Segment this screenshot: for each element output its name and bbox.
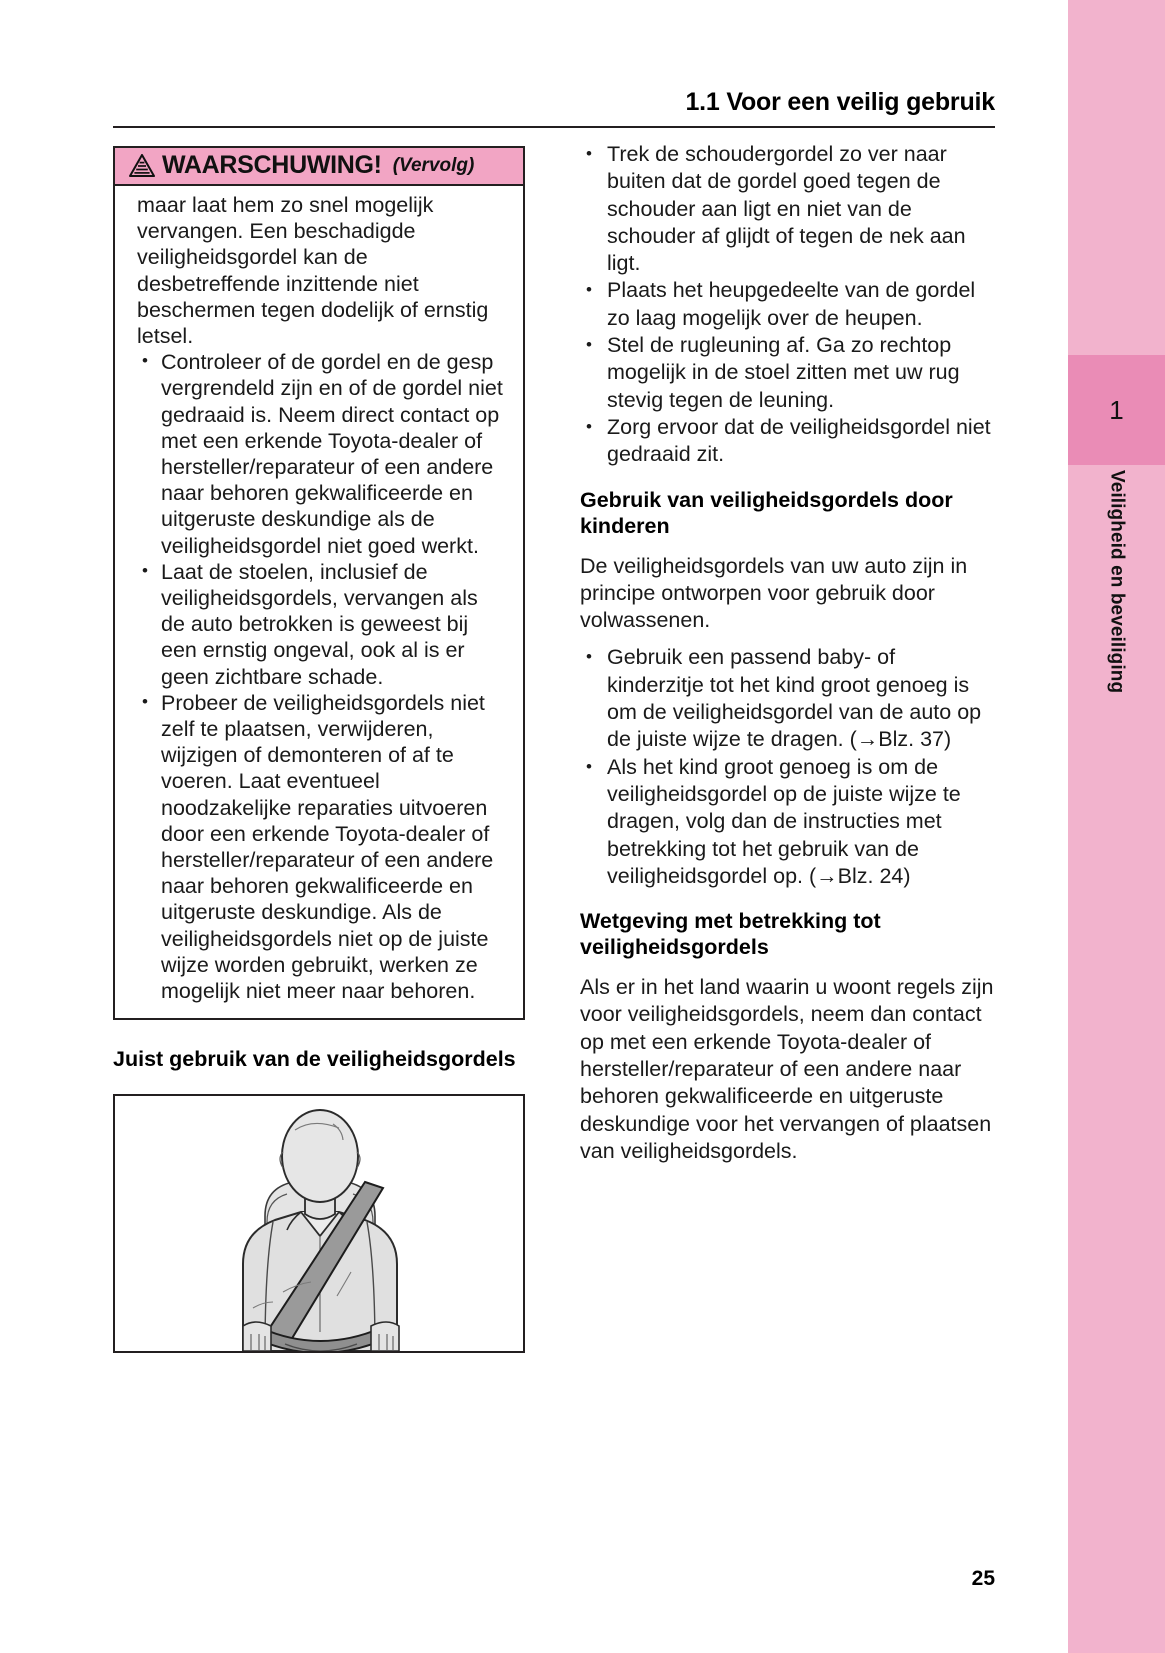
warning-continued-label: (Vervolg) (392, 155, 475, 176)
warning-triangle-icon (129, 154, 155, 177)
law-section-paragraph: Als er in het land waarin u woont regels zijn voor veiligheidsgordels, neem dan contact op met een erkende Toyota-dealer of hersteller/reparateur of een andere naar behoren gekwalificeerde en uitgeruste deskundige voor het vervangen of plaatsen van veiligheidsgordels. (580, 975, 994, 1163)
left-subheading: Juist gebruik van de veiligheidsgordels (113, 1047, 516, 1072)
list-item: • Laat de stoelen, inclusief de veiligheidsgordels, vervangen als de auto betrokken is geweest bij een ernstig ongeval, ook al is er geen zichtbare schade. (137, 559, 507, 690)
warning-bullet-list (137, 349, 507, 1004)
warning-box-header (115, 148, 523, 186)
seatbelt-figure-svg (115, 1096, 523, 1351)
list-item: • Plaats het heupgedeelte van de gordel zo laag mogelijk over de heupen. (580, 277, 995, 332)
page-title: 1.1 Voor een veilig gebruik (685, 88, 995, 116)
warning-box (113, 146, 525, 1020)
list-item: • Als het kind groot genoeg is om de veiligheidsgordel op de juiste wijze te dragen, volg dan de instructies met betrekking tot het gebruik van de veiligheidsgordel op. (→Blz. 24) (580, 754, 995, 890)
list-item: • Gebruik een passend baby- of kinderzitje tot het kind groot genoeg is om de veiligheidsgordel van de auto op de juiste wijze te dragen. (→Blz. 37) (580, 644, 995, 753)
chapter-tab-number-block (1068, 355, 1165, 465)
page-header (113, 88, 995, 117)
left-column (113, 146, 525, 1353)
seatbelt-usage-bullet-list (580, 141, 995, 469)
seatbelt-correct-use-illustration (113, 1094, 525, 1353)
chapter-number: 1 (1109, 394, 1124, 425)
warning-intro-paragraph: maar laat hem zo snel mogelijk vervangen. Een beschadigde veiligheidsgordel kan de desbetreffende inzittende niet beschermen tegen dodelijk of ernstig letsel. (137, 193, 489, 349)
list-item: • Trek de schoudergordel zo ver naar buiten dat de gordel goed tegen de schouder aan ligt en niet van de schouder af glijdt of tegen de nek aan ligt. (580, 141, 995, 277)
list-item: • Zorg ervoor dat de veiligheidsgordel niet gedraaid zit. (580, 414, 995, 469)
list-item: • Probeer de veiligheidsgordels niet zelf te plaatsen, verwijderen, wijzigen of demonteren of af te voeren. Laat eventueel noodzakelijke reparaties uitvoeren door een erkende Toyota-dealer of hersteller/reparateur of een andere naar behoren gekwalificeerde en uitgeruste deskundige. Als de veiligheidsgordels niet op de juiste wijze worden gebruikt, werken ze mogelijk niet meer naar behoren. (137, 690, 507, 1004)
list-item: • Controleer of de gordel en de gesp vergrendeld zijn en of de gordel niet gedraaid is. Neem direct contact op met een erkende Toyota-dealer of hersteller/reparateur of een andere naar behoren gekwalificeerde en uitgeruste deskundige als de veiligheidsgordel niet goed werkt. (137, 349, 507, 559)
page-number: 25 (971, 1567, 995, 1590)
children-section-bullet-list (580, 644, 995, 890)
chapter-tab-label-area (1068, 470, 1165, 830)
header-divider (113, 126, 995, 128)
chapter-label: Veiligheid en beveiliging (1106, 470, 1128, 694)
children-section-heading: Gebruik van veiligheidsgordels door kinderen (580, 487, 953, 538)
law-section-heading: Wetgeving met betrekking tot veiligheidsgordels (580, 909, 881, 960)
warning-title: WAARSCHUWING! (162, 151, 382, 179)
warning-box-body (115, 186, 523, 1018)
children-section-paragraph: De veiligheidsgordels van uw auto zijn in principe ontworpen voor gebruik door volwassenen. (580, 553, 968, 633)
right-column (580, 141, 995, 1165)
list-item: • Stel de rugleuning af. Ga zo rechtop mogelijk in de stoel zitten met uw rug stevig tegen de leuning. (580, 332, 995, 414)
